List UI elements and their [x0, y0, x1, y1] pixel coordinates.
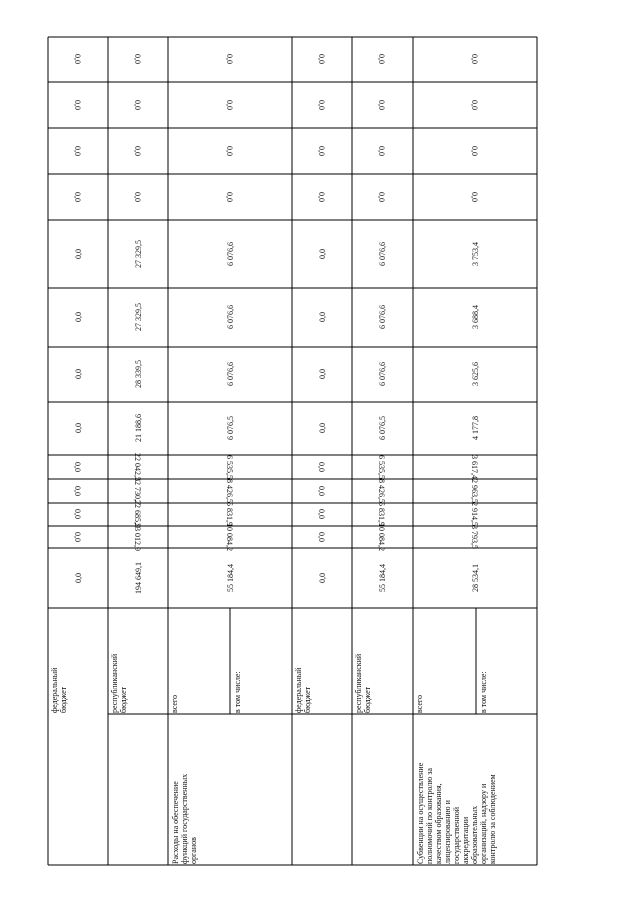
value-cell: 0,0: [74, 369, 83, 379]
value-cell: 0,0: [317, 192, 326, 202]
value-cell: 0,0: [317, 532, 326, 542]
type-label: бюджет: [59, 686, 68, 713]
value-cell: 22 730,7: [133, 477, 142, 505]
desc-line: Субвенции на осуществление: [416, 762, 425, 864]
type-label: бюджет: [303, 686, 312, 713]
value-cell: 0,0: [317, 100, 326, 110]
value-cell: 0,0: [377, 54, 386, 64]
budget-type-labels: [50, 653, 488, 713]
desc-line: образовательных: [470, 805, 479, 864]
value-cell: 10 084,2: [225, 523, 234, 551]
value-cell: 8 426,5: [225, 479, 234, 503]
value-cell: 6 076,6: [378, 242, 387, 266]
value-cell: 55 184,4: [226, 564, 235, 592]
value-cell: 2 963,5: [470, 479, 479, 503]
value-cell: 0,0: [73, 100, 82, 110]
type-sublabel: в том числе:: [479, 671, 488, 713]
value-cell: 21 188,6: [134, 414, 143, 442]
desc-line: аккредитации: [461, 816, 470, 864]
value-cell: 28 534,1: [471, 564, 480, 592]
type-label: всего: [415, 694, 424, 713]
value-cell: 23 012,9: [133, 523, 142, 551]
value-cells: [73, 54, 480, 594]
value-cell: 0,0: [317, 146, 326, 156]
value-cell: 0,0: [470, 192, 479, 202]
value-cell: 6 076,6: [378, 305, 387, 329]
value-cell: 8 426,5: [377, 479, 386, 503]
type-label: федеральный: [50, 667, 59, 713]
value-cell: 0,0: [133, 146, 142, 156]
value-cell: 0,0: [225, 54, 234, 64]
value-cell: 3 753,4: [471, 242, 480, 266]
value-cell: 6 076,6: [226, 362, 235, 386]
value-cell: 3 617,4: [470, 455, 479, 479]
type-sublabel: в том числе:: [233, 671, 242, 713]
value-cell: 5 831,9: [377, 502, 386, 526]
desc-line: организаций, надзору и: [479, 783, 488, 864]
value-cell: 0,0: [73, 486, 82, 496]
table-grid: [48, 37, 537, 865]
value-cell: 0,0: [74, 573, 83, 583]
value-cell: 3 793,5: [470, 525, 479, 549]
value-cell: 0,0: [377, 192, 386, 202]
value-cell: 0,0: [318, 369, 327, 379]
group-1-description: [171, 774, 198, 864]
desc-line: Расходы на обеспечение: [171, 781, 180, 864]
desc-line: лицензированию и: [443, 800, 452, 864]
value-cell: 6 076,6: [226, 305, 235, 329]
value-cell: 0,0: [317, 509, 326, 519]
value-cell: 27 329,5: [134, 303, 143, 331]
value-cell: 0,0: [318, 573, 327, 583]
desc-line: функций государственных: [180, 773, 189, 864]
value-cell: 0,0: [133, 192, 142, 202]
value-cell: 194 649,1: [134, 562, 143, 594]
value-cell: 0,0: [74, 249, 83, 259]
value-cell: 4 177,8: [471, 416, 480, 440]
type-label: бюджет: [363, 686, 372, 713]
value-cell: 0,0: [225, 100, 234, 110]
value-cell: 0,0: [133, 100, 142, 110]
type-label: республиканский: [110, 653, 119, 713]
value-cell: 22 685,9: [133, 500, 142, 528]
value-cell: 6 076,6: [378, 362, 387, 386]
value-cell: 0,0: [317, 462, 326, 472]
value-cell: 0,0: [73, 462, 82, 472]
value-cell: 22 042,5: [133, 453, 142, 481]
desc-line: полномочий по контролю за: [425, 768, 434, 864]
group-2-description: [416, 762, 497, 864]
value-cell: 6 076,5: [378, 416, 387, 440]
type-label: бюджет: [119, 686, 128, 713]
value-cell: 6 535,5: [225, 455, 234, 479]
desc-line: качеством образования,: [434, 783, 443, 864]
value-cell: 0,0: [318, 249, 327, 259]
value-cell: 0,0: [74, 312, 83, 322]
value-cell: 6 535,5: [377, 455, 386, 479]
value-cell: 0,0: [73, 509, 82, 519]
type-label: республиканский: [354, 653, 363, 713]
desc-line: контролю за соблюдением: [488, 774, 497, 864]
value-cell: 5 831,9: [225, 502, 234, 526]
value-cell: 27 329,5: [134, 240, 143, 268]
type-label: федеральный: [294, 667, 303, 713]
value-cell: 55 184,4: [378, 564, 387, 592]
value-cell: 0,0: [470, 54, 479, 64]
type-label: всего: [170, 694, 179, 713]
value-cell: 3 625,6: [471, 362, 480, 386]
value-cell: 0,0: [225, 192, 234, 202]
value-cell: 3 688,4: [471, 305, 480, 329]
value-cell: 0,0: [225, 146, 234, 156]
desc-line: государственной: [452, 806, 461, 864]
value-cell: 28 339,5: [134, 360, 143, 388]
value-cell: 0,0: [470, 100, 479, 110]
value-cell: 0,0: [317, 486, 326, 496]
value-cell: 0,0: [377, 146, 386, 156]
value-cell: 6 076,6: [226, 242, 235, 266]
value-cell: 0,0: [73, 532, 82, 542]
value-cell: 0,0: [73, 192, 82, 202]
value-cell: 0,0: [74, 423, 83, 433]
value-cell: 2 914,5: [470, 502, 479, 526]
value-cell: 0,0: [470, 146, 479, 156]
value-cell: 0,0: [73, 146, 82, 156]
value-cell: 0,0: [73, 54, 82, 64]
value-cell: 10 084,2: [377, 523, 386, 551]
value-cell: 0,0: [317, 54, 326, 64]
value-cell: 0,0: [318, 312, 327, 322]
value-cell: 0,0: [133, 54, 142, 64]
value-cell: 0,0: [318, 423, 327, 433]
value-cell: 0,0: [377, 100, 386, 110]
value-cell: 6 076,5: [226, 416, 235, 440]
desc-line: органов: [189, 837, 198, 864]
